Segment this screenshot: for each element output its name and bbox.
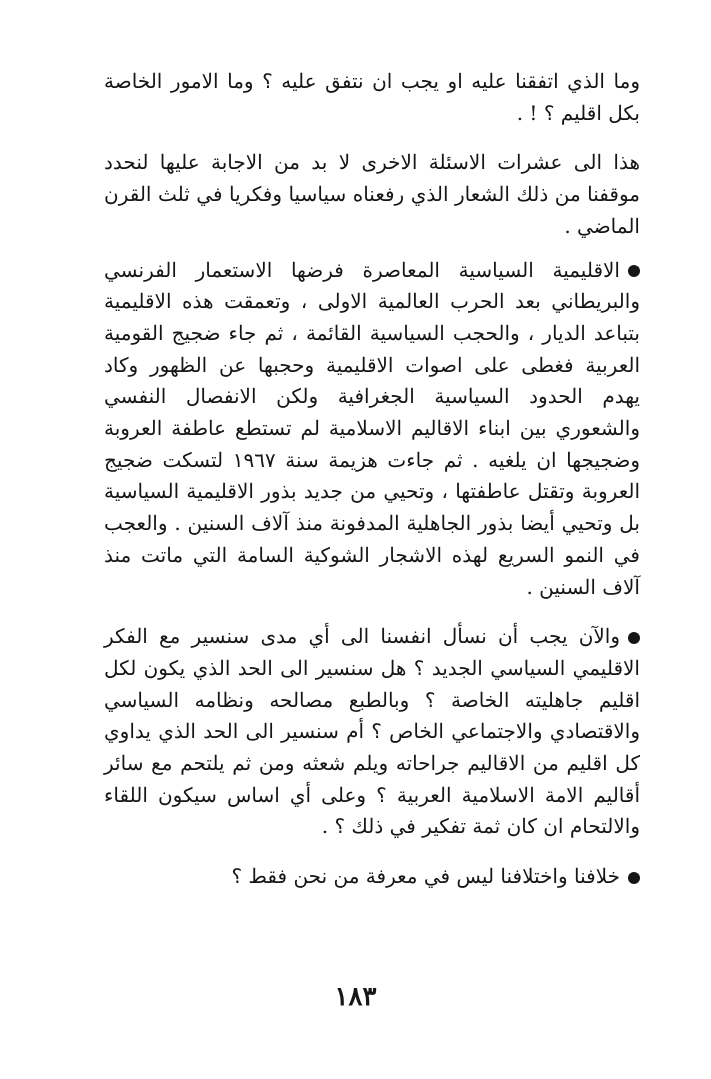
bullet-icon [628,265,640,277]
paragraph-2-text: هذا الى عشرات الاسئلة الاخرى لا بد من الاجابة عليها لنحدد موقفنا من ذلك الشعار الذي رفعناه سياسيا وفكريا في ثلث القرن الماضي . [104,150,640,238]
paragraph-5-text: خلافنا واختلافنا ليس في معرفة من نحن فقط ؟ [231,864,620,889]
page-body [104,66,640,893]
bullet-icon [628,872,640,884]
paragraph-4-text: والآن يجب أن نسأل انفسنا الى أي مدى سنسير مع الفكر الاقليمي السياسي الجديد ؟ هل سنسير الى الحد الذي يكون لكل اقليم جاهليته الخاصة ؟ وبالطبع مصالحه ونظامه السياسي والاقتصادي والاجتماعي الخاص ؟ أم سنسير الى الحد الذي يداوي كل اقليم من الاقاليم جراحاته ويلم شعثه ومن ثم يلتحم مع سائر أقاليم الامة الاسلامية العربية ؟ وعلى أي اساس سيكون اللقاء والالتحام ان كان ثمة تفكير في ذلك ؟ . [104,624,640,839]
page-number: ١٨٣ [334,982,377,1012]
paragraph-1 [104,66,640,129]
paragraph-5 [104,861,640,893]
paragraph-1-text: وما الذي اتفقنا عليه او يجب ان نتفق عليه ؟ وما الامور الخاصة بكل اقليم ؟ ! . [104,69,640,125]
paragraph-4 [104,621,640,843]
paragraph-2 [104,147,640,242]
paragraph-3 [104,255,640,604]
bullet-icon [628,632,640,644]
paragraph-3-text: الاقليمية السياسية المعاصرة فرضها الاستعمار الفرنسي والبريطاني بعد الحرب العالمية الاولى ، وتعمقت هذه الاقليمية بتباعد الديار ، والحجب السياسية القائمة ، ثم جاء ضجيج القومية العربية فغطى على اصوات الاقليمية وحجبها عن الظهور وكاد يهدم الحدود السياسية الجغرافية ولكن الانفصال النفسي والشعوري بين ابناء الاقاليم الاسلامية لم تستطع عاطفة العروبة وضجيجها ان يلغيه . ثم جاءت هزيمة سنة ١٩٦٧ لتسكت ضجيج العروبة وتقتل عاطفتها ، وتحيي من جديد بذور الاقليمية السياسية بل وتحيي أيضا بذور الجاهلية المدفونة منذ آلاف السنين . والعجب في النمو السريع لهذه الاشجار الشوكية السامة التي ماتت منذ آلاف السنين . [104,257,640,599]
